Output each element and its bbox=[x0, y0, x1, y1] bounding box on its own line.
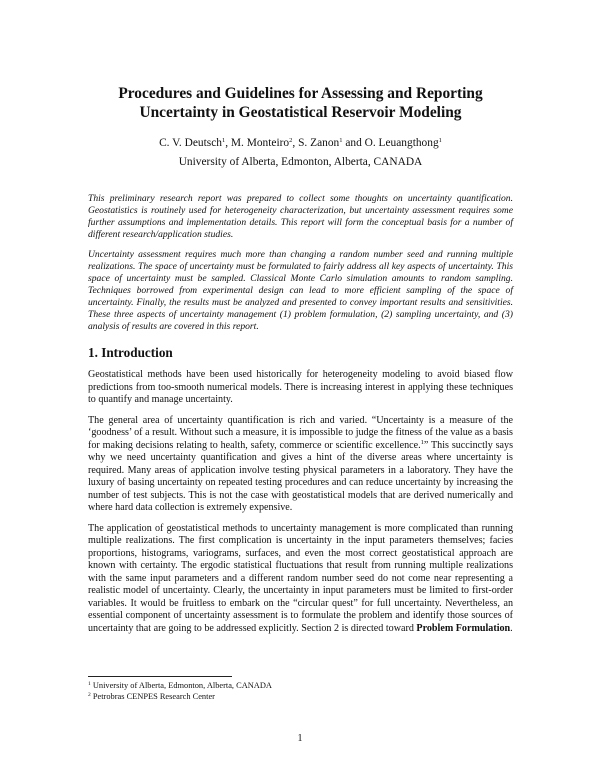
abstract-paragraph-2: Uncertainty assessment requires much more than changing a random number seed and running multiple realizations. The space of uncertainty must be formulated to fairly address all key aspects of uncertainty. This space of uncertainty must be sampled. Classical Monte Carlo simulation amounts to random sampling. Techniques borrowed from experimental design can lead to more efficient sampling of the space of uncertainty. Finally, the results must be analyzed and presented to convey important results and sensitivities. These three aspects of uncertainty management (1) problem formulation, (2) sampling uncertainty, and (3) analysis of results are covered in this report. bbox=[88, 249, 513, 332]
page-number: 1 bbox=[297, 733, 303, 744]
author-mark: 1 bbox=[438, 137, 442, 144]
footnote-text: University of Alberta, Edmonton, Alberta, CANADA bbox=[92, 681, 272, 690]
affiliation: University of Alberta, Edmonton, Alberta, CANADA bbox=[178, 156, 423, 168]
intro-paragraph-3-text: The application of geostatistical methods to uncertainty management is more complicated than running multiple realizations. The first complication is uncertainty in the input parameters themselves; facies proportions, histograms, variograms, surfaces, and even the most correct geostatistical approach are known with certainty. The ergodic statistical fluctuations that result from running multiple realizations with the same input parameters and a different random number seed do not come near representing a realistic model of uncertainty. Clearly, the uncertainty in input parameters must be limited to first-order variables. It would be fruitless to embark on the “circular quest” for full uncertainty. Nevertheless, an essential component of uncertainty assessment is to formulate the problem and identify those sources of uncertainty that are going to be addressed explicitly. Section 2 is directed toward bbox=[88, 522, 513, 634]
intro-paragraph-3-end: . bbox=[510, 622, 513, 634]
paper-title bbox=[88, 84, 513, 122]
footnotes bbox=[88, 681, 513, 702]
intro-paragraph-3 bbox=[88, 523, 513, 636]
problem-formulation-term: Problem Formulation bbox=[416, 622, 511, 634]
author-name: M. Monteiro bbox=[230, 137, 290, 149]
footnote-item bbox=[88, 681, 513, 692]
footnote-mark: 1 bbox=[88, 681, 91, 687]
footnote-text: Petrobras CENPES Research Center bbox=[92, 691, 215, 701]
footnote-item bbox=[88, 692, 513, 703]
intro-paragraph-1: Geostatistical methods have been used historically for heterogeneity modeling to avoid biased flow predictions from too-smooth numerical models. There is increasing interest in applying these techniques to quantify and manage uncertainty. bbox=[88, 369, 513, 405]
author-separator: , bbox=[292, 137, 299, 149]
paper-body bbox=[88, 84, 513, 635]
author-separator: , bbox=[225, 137, 231, 149]
intro-paragraph-2-text-a: The general area of uncertainty quantification is rich and varied. “Uncertainty is a measure of the ‘goodness’ of a result. Without such a measure, it is impossible to judge the fitness of the value as a basis for making decisions relating to health, safety, commerce or scientific excellence. bbox=[88, 414, 513, 451]
title-line-2: Uncertainty in Geostatistical Reservoir Modeling bbox=[139, 104, 462, 121]
author-mark: 1 bbox=[339, 137, 343, 144]
intro-paragraph-2-text-b: ” This succinctly says why we need uncertainty quantification and gives a hint of the diverse areas where uncertainty is required. Many areas of application involve testing physical parameters in a laboratory. They have the luxury of basing uncertainty on repeated testing procedures and can reduce uncertainty by increasing the number of test subjects. This is not the case with geostatistical models that are derived numerically and where hard data collection is extremely expensive. bbox=[88, 439, 513, 513]
author-name: S. Zanon bbox=[298, 137, 340, 149]
author-mark: 2 bbox=[289, 137, 293, 144]
author-name: C. V. Deutsch bbox=[159, 137, 222, 149]
author-conjunction: and bbox=[342, 137, 365, 149]
abstract-paragraph-1: This preliminary research report was prepared to collect some thoughts on uncertainty quantification. Geostatistics is routinely used for heterogeneity characterization, but uncertainty assessment requires some further assumptions and implementation details. This report will form the conceptual basis for a number of different research/application studies. bbox=[88, 193, 513, 240]
footnote-mark: 2 bbox=[88, 691, 91, 698]
footnote-reference-mark: 1 bbox=[420, 438, 424, 446]
author-mark: 1 bbox=[221, 137, 226, 144]
section-heading-introduction: 1. Introduction bbox=[88, 345, 173, 360]
author-list bbox=[88, 136, 513, 150]
intro-paragraph-2 bbox=[88, 415, 513, 515]
title-line-1: Procedures and Guidelines for Assessing and Reporting bbox=[118, 85, 483, 102]
author-name: O. Leuangthong bbox=[364, 137, 439, 149]
footnote-divider bbox=[88, 676, 232, 677]
